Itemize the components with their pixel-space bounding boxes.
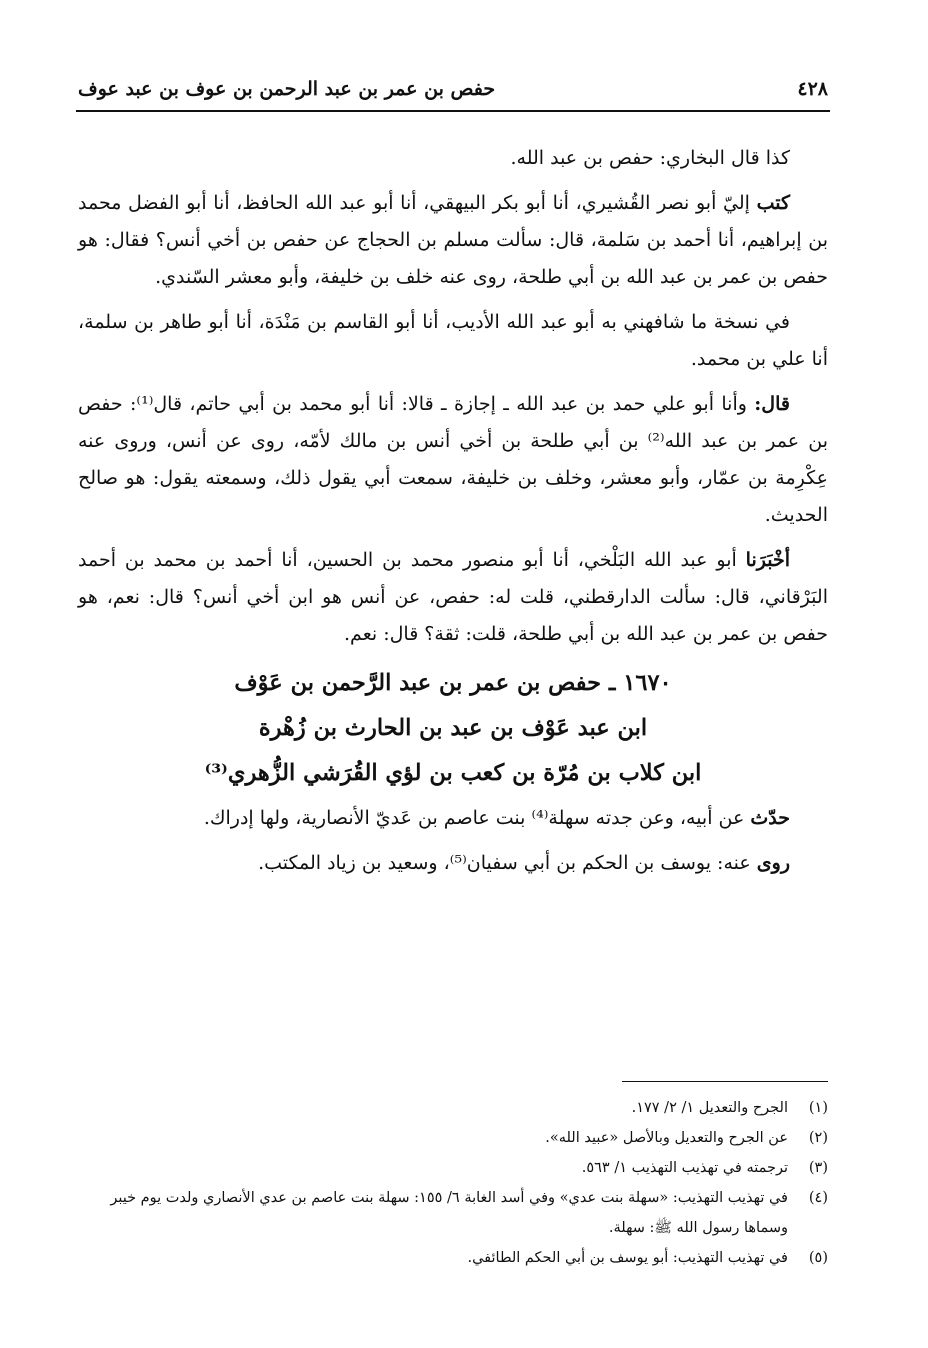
page-number: ٤٢٨ — [797, 78, 828, 100]
footnote-number: (٢) — [808, 1130, 828, 1146]
paragraph — [78, 140, 828, 177]
footnote-number: (٥) — [808, 1250, 828, 1266]
paragraph-lead: كتب — [756, 192, 790, 214]
footnote-text: في تهذيب التهذيب: «سهلة بنت عدي» وفي أسد الغابة ٦/ ١٥٥: سهلة بنت عاصم بن عدي الأنصاري ولدت يوم خيبر وسماها رسول الله ﷺ: سهلة. — [110, 1190, 788, 1236]
main-text — [78, 140, 828, 890]
paragraph-text: إليّ أبو نصر القُشيري، أنا أبو بكر البيهقي، أنا أبو عبد الله الحافظ، أنا أبو الفضل محمد بن إبراهيم، أنا أحمد بن سَلمة، قال: سألت مسلم بن الحجاج عن حفص بن أخي أنس؟ فقال: هو حفص بن عمر بن عبد الله بن أبي طلحة، روى عنه خلف بن خليفة، وأبو معشر السّندي. — [78, 192, 828, 288]
paragraph-lead: روى — [756, 852, 790, 874]
footnotes — [78, 1093, 828, 1273]
paragraph-text: وأنا أبو علي حمد بن عبد الله ـ إجازة ـ قالا: أنا أبو محمد بن أبي حاتم، قال⁽¹⁾: حفص بن عمر بن عبد الله⁽²⁾ بن أبي طلحة بن أخي أنس بن مالك لأمّه، روى عن أنس، وروى عنه عِكْرِمة بن عمّار، وأبو معشر، وخلف بن خليفة، سمعت أبي يقول ذلك، وسمعته يقول: هو صالح الحديث. — [78, 393, 828, 526]
footnote — [78, 1123, 828, 1153]
footnote-number: (١) — [808, 1100, 828, 1116]
paragraph-text: في نسخة ما شافهني به أبو عبد الله الأديب، أنا أبو القاسم بن مَنْدَة، أنا أبو طاهر بن سلمة، أنا علي بن محمد. — [78, 311, 828, 370]
paragraph-text: عن أبيه، وعن جدته سهلة⁽⁴⁾ بنت عاصم بن عَديّ الأنصارية، ولها إدراك. — [203, 807, 745, 829]
paragraph — [78, 304, 828, 378]
paragraph-text: أبو عبد الله البَلْخي، أنا أبو منصور محمد بن الحسين، أنا أحمد بن محمد بن أحمد البَرْقاني، قال: سألت الدارقطني، قلت له: حفص، عن أنس هو ابن أخي أنس؟ قال: نعم، هو حفص بن عمر بن عبد الله بن أبي طلحة، قلت: ثقة؟ قال: نعم. — [78, 549, 828, 645]
footnote-number: (٤) — [808, 1190, 828, 1206]
paragraph — [78, 386, 828, 534]
footnote-text: ترجمته في تهذيب التهذيب ١/ ٥٦٣. — [581, 1160, 788, 1176]
paragraph-text: كذا قال البخاري: حفص بن عبد الله. — [510, 147, 790, 169]
paragraph-text: عنه: يوسف بن الحكم بن أبي سفيان⁽⁵⁾، وسعيد بن زياد المكتب. — [258, 852, 751, 874]
footnote-text: عن الجرح والتعديل وبالأصل «عبيد الله». — [545, 1130, 788, 1146]
footnote-number: (٣) — [808, 1160, 828, 1176]
footnote — [78, 1093, 828, 1123]
entry-heading-line: ابن كلاب بن مُرّة بن كعب بن لؤي القُرَشي الزُّهري⁽³⁾ — [204, 760, 702, 786]
paragraph-lead: قال: — [754, 393, 790, 415]
footnote — [78, 1183, 828, 1243]
entry-paragraph — [78, 845, 828, 882]
paragraph-lead: أخْبَرَنا — [745, 549, 790, 571]
entry-heading — [78, 661, 828, 796]
running-title: حفص بن عمر بن عبد الرحمن بن عوف بن عبد عوف — [78, 78, 496, 100]
footnote — [78, 1153, 828, 1183]
footnote-rule — [622, 1081, 828, 1082]
entry-paragraph — [78, 800, 828, 837]
entry-heading-line: ١٦٧٠ ـ حفص بن عمر بن عبد الرَّحمن بن عَوْف — [234, 670, 672, 696]
footnote-text: الجرح والتعديل ١/ ٢/ ١٧٧. — [631, 1100, 788, 1116]
page-header — [78, 70, 828, 108]
header-rule — [76, 110, 830, 112]
footnote-text: في تهذيب التهذيب: أبو يوسف بن أبي الحكم الطائفي. — [467, 1250, 788, 1266]
entry-heading-line: ابن عبد عَوْف بن عبد بن الحارث بن زُهْرة — [258, 715, 648, 741]
paragraph — [78, 542, 828, 653]
footnote — [78, 1243, 828, 1273]
paragraph — [78, 185, 828, 296]
paragraph-lead: حدّث — [750, 807, 790, 829]
